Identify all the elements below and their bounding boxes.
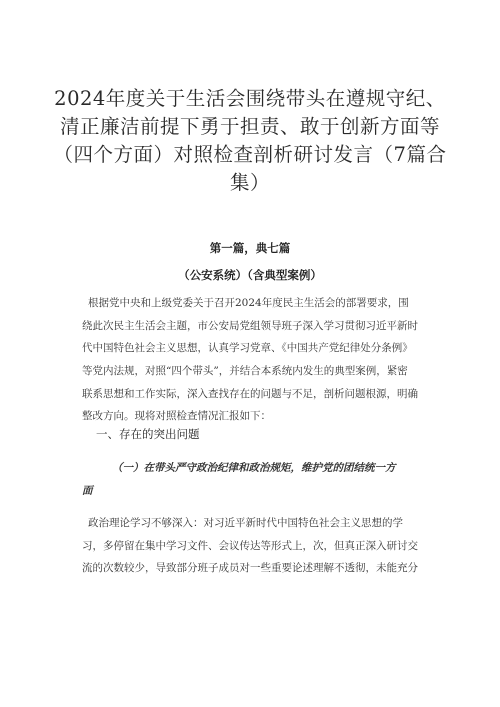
title-line: （四个方面）对照检查剖析研讨发言（7篇合 xyxy=(53,143,447,166)
document-title xyxy=(52,85,448,197)
paragraph-line: 代中国特色社会主义思想，认真学习党章、《中国共产党纪律处分条例》 xyxy=(82,342,413,355)
paragraph-line: 联系思想和工作实际，深入查找存在的问题与不足，剖析问题根源，明确 xyxy=(82,387,418,400)
paragraph-line: 绕此次民主生活会主题，市公安局党组领导班子深入学习贯彻习近平新时 xyxy=(82,319,418,332)
title-line: 集） xyxy=(229,171,270,194)
paragraph-line: 习，多停留在集中学习文件、会议传达等形式上，次，但真正深入研讨交 xyxy=(82,539,418,552)
paragraph-line: 流的次数较少，导致部分班子成员对一些重要论述理解不透彻，未能充分 xyxy=(82,562,418,575)
title-line: 2024年度关于生活会围绕带头在遵规守纪、 xyxy=(54,87,446,110)
heading-line: 面 xyxy=(82,484,93,497)
heading-line: （一）在带头严守政治纪律和政治规矩，维护党的团结统一方 xyxy=(112,462,396,474)
paragraph-line: 政治理论学习不够深入：对习近平新时代中国特色社会主义思想的学 xyxy=(88,517,403,529)
heading-level-2 xyxy=(82,457,432,502)
body-paragraph xyxy=(82,512,426,580)
paragraph-line: 整改方向。现将对照检查情况汇报如下： xyxy=(82,410,271,423)
title-line: 清正廉洁前提下勇于担责、敢于创新方面等 xyxy=(59,115,440,138)
paragraph-line: 根据党中央和上级党委关于召开2024年度民主生活会的部署要求，围 xyxy=(88,297,409,309)
heading-level-1: 一、存在的突出问题 xyxy=(96,427,200,441)
intro-paragraph xyxy=(82,292,426,428)
section-subtitle: （公安系统）（含典型案例） xyxy=(178,268,322,282)
paragraph-line: 等党内法规，对照“四个带头”，并结合本系统内发生的典型案例，紧密 xyxy=(82,365,408,378)
section-title: 第一篇，典七篇 xyxy=(209,241,291,255)
